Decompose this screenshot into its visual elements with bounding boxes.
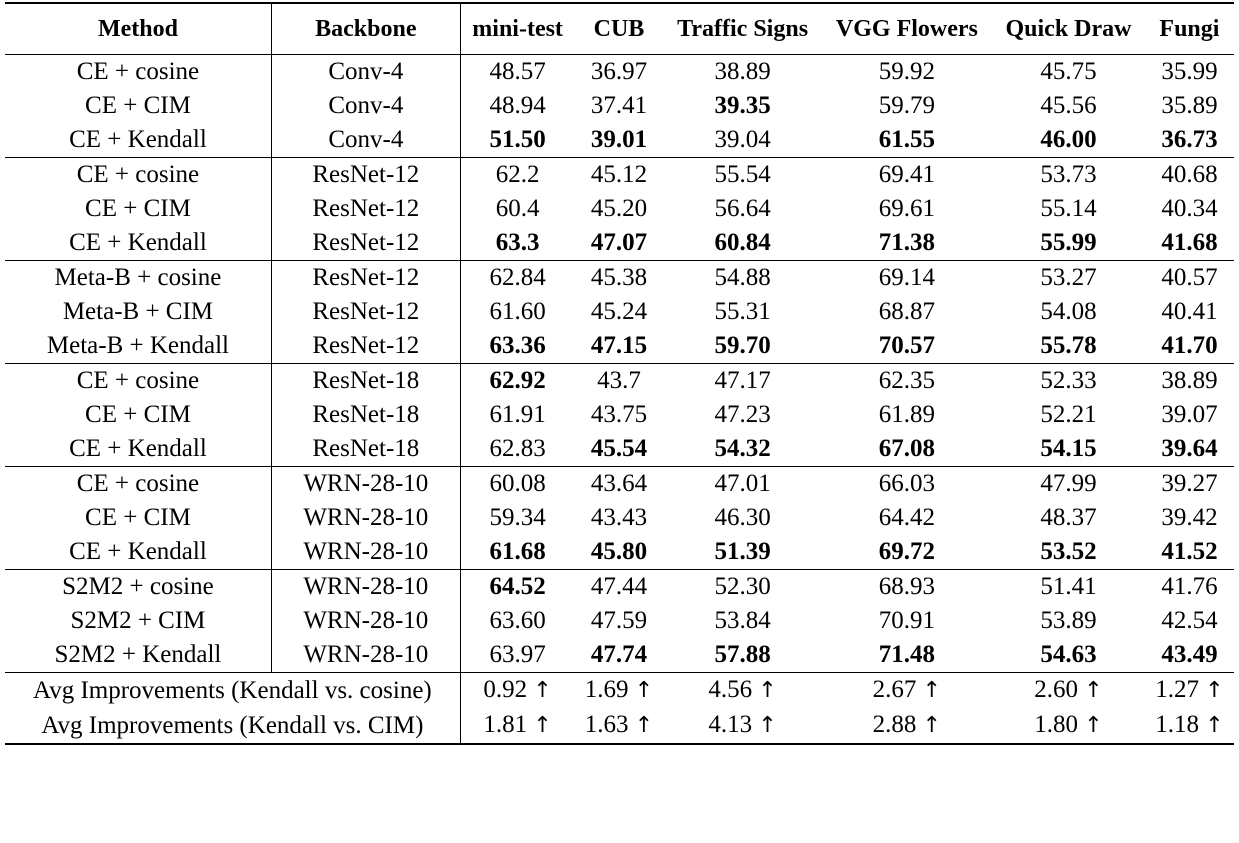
average-value-cell: [822, 673, 992, 709]
average-value: 0.92: [483, 676, 528, 703]
backbone-cell: ResNet-12: [271, 192, 460, 226]
backbone-cell: WRN-28-10: [271, 467, 460, 502]
value-cell: 53.52: [1040, 538, 1097, 565]
value-cell: 63.36: [489, 332, 546, 359]
average-value-cell: [1145, 708, 1234, 744]
average-value: 1.18: [1155, 711, 1199, 738]
average-value-cell: [1145, 673, 1234, 709]
average-value-cell: [460, 673, 574, 709]
method-cell: CE + cosine: [5, 55, 271, 90]
value-cell: 62.35: [822, 364, 992, 399]
value-cell: 53.73: [992, 158, 1145, 193]
value-cell: 43.64: [574, 467, 663, 502]
value-cell: 48.57: [460, 55, 574, 90]
value-cell: 47.59: [590, 607, 648, 634]
value-cell: 43.7: [574, 364, 663, 399]
table-row: [5, 570, 1234, 605]
value-cell: 40.68: [1145, 158, 1234, 193]
value-cell: 51.50: [489, 126, 546, 153]
value-cell: 70.57: [878, 332, 936, 359]
backbone-cell: ResNet-12: [271, 329, 460, 364]
value-cell: 38.89: [664, 55, 822, 90]
header-dataset: mini-test: [472, 16, 563, 42]
value-cell: 61.68: [489, 538, 546, 565]
value-cell: 46.00: [1040, 126, 1097, 153]
value-cell: 41.68: [1161, 229, 1218, 256]
backbone-cell: WRN-28-10: [271, 535, 460, 570]
value-cell: 51.39: [714, 538, 771, 565]
header-dataset: Quick Draw: [1005, 16, 1132, 42]
header-dataset: Traffic Signs: [677, 16, 809, 42]
average-value-cell: [460, 708, 574, 744]
value-cell: 60.4: [495, 195, 540, 222]
value-cell: 55.54: [664, 158, 822, 193]
value-cell: 48.94: [489, 92, 546, 119]
up-arrow-icon: ↑: [922, 678, 942, 703]
value-cell: 70.91: [878, 607, 936, 634]
value-cell: 39.35: [714, 92, 771, 119]
value-cell: 47.44: [574, 570, 663, 605]
table-row: [5, 398, 1234, 432]
value-cell: 35.89: [1161, 92, 1218, 119]
value-cell: 45.75: [992, 55, 1145, 90]
table-body: [5, 55, 1234, 745]
backbone-cell: ResNet-12: [271, 295, 460, 329]
average-value: 1.81: [483, 711, 528, 738]
value-cell: 62.92: [460, 364, 574, 399]
value-cell: 55.78: [1040, 332, 1097, 359]
value-cell: 41.70: [1161, 332, 1218, 359]
value-cell: 45.20: [590, 195, 648, 222]
value-cell: 41.76: [1145, 570, 1234, 605]
value-cell: 42.54: [1161, 607, 1218, 634]
value-cell: 39.07: [1161, 401, 1218, 428]
backbone-cell: Conv-4: [271, 89, 460, 123]
up-arrow-icon: ↑: [533, 678, 552, 703]
value-cell: 55.14: [1040, 195, 1097, 222]
value-cell: 54.63: [1040, 641, 1097, 668]
method-cell: CE + CIM: [5, 398, 271, 432]
value-cell: 60.84: [714, 229, 771, 256]
value-cell: 57.88: [714, 641, 771, 668]
value-cell: 61.55: [878, 126, 936, 153]
method-cell: CE + cosine: [5, 158, 271, 193]
method-cell: Meta-B + cosine: [5, 261, 271, 296]
value-cell: 41.52: [1161, 538, 1218, 565]
value-cell: 56.64: [714, 195, 771, 222]
up-arrow-icon: ↑: [758, 678, 777, 703]
up-arrow-icon: ↑: [634, 678, 654, 703]
value-cell: 52.33: [992, 364, 1145, 399]
value-cell: 62.83: [489, 435, 546, 462]
header-backbone: Backbone: [271, 3, 460, 55]
method-cell: S2M2 + cosine: [5, 570, 271, 605]
average-value: 1.27: [1155, 676, 1199, 703]
table-row: [5, 123, 1234, 158]
value-cell: 43.43: [590, 504, 648, 531]
value-cell: 39.42: [1161, 504, 1218, 531]
backbone-cell: ResNet-18: [271, 364, 460, 399]
table-row: [5, 501, 1234, 535]
value-cell: 64.52: [460, 570, 574, 605]
table-row: [5, 432, 1234, 467]
value-cell: 52.21: [1040, 401, 1097, 428]
backbone-cell: ResNet-12: [271, 226, 460, 261]
value-cell: 68.93: [822, 570, 992, 605]
value-cell: 71.38: [878, 229, 936, 256]
header-dataset: Fungi: [1159, 16, 1220, 42]
value-cell: 47.15: [590, 332, 648, 359]
value-cell: 68.87: [878, 298, 936, 325]
value-cell: 69.41: [822, 158, 992, 193]
value-cell: 60.08: [460, 467, 574, 502]
method-cell: CE + Kendall: [5, 535, 271, 570]
value-cell: 47.17: [664, 364, 822, 399]
method-cell: CE + cosine: [5, 467, 271, 502]
backbone-cell: ResNet-18: [271, 398, 460, 432]
value-cell: 53.84: [714, 607, 771, 634]
value-cell: 45.56: [1040, 92, 1097, 119]
average-value: 4.13: [708, 711, 753, 738]
backbone-cell: ResNet-12: [271, 158, 460, 193]
value-cell: 59.79: [878, 92, 936, 119]
up-arrow-icon: ↑: [922, 713, 942, 738]
value-cell: 69.14: [822, 261, 992, 296]
value-cell: 54.08: [1040, 298, 1097, 325]
value-cell: 54.88: [664, 261, 822, 296]
average-row: [5, 708, 1234, 744]
value-cell: 48.37: [1040, 504, 1097, 531]
value-cell: 45.24: [590, 298, 648, 325]
value-cell: 59.34: [489, 504, 546, 531]
method-cell: CE + Kendall: [5, 226, 271, 261]
value-cell: 52.30: [664, 570, 822, 605]
table-row: [5, 329, 1234, 364]
value-cell: 47.99: [992, 467, 1145, 502]
table-row: [5, 535, 1234, 570]
method-cell: CE + Kendall: [5, 432, 271, 467]
value-cell: 62.84: [460, 261, 574, 296]
value-cell: 39.27: [1145, 467, 1234, 502]
backbone-cell: ResNet-12: [271, 261, 460, 296]
method-cell: CE + cosine: [5, 364, 271, 399]
value-cell: 63.60: [489, 607, 546, 634]
method-cell: CE + Kendall: [5, 123, 271, 158]
table-row: [5, 55, 1234, 90]
up-arrow-icon: ↑: [758, 713, 777, 738]
backbone-cell: WRN-28-10: [271, 638, 460, 673]
table-row: [5, 638, 1234, 673]
value-cell: 71.48: [878, 641, 936, 668]
method-cell: S2M2 + CIM: [5, 604, 271, 638]
value-cell: 63.3: [495, 229, 540, 256]
average-value: 4.56: [708, 676, 753, 703]
average-row: [5, 673, 1234, 709]
value-cell: 54.32: [714, 435, 771, 462]
table-row: [5, 89, 1234, 123]
value-cell: 61.60: [489, 298, 546, 325]
average-value: 2.67: [872, 676, 917, 703]
header-dataset: CUB: [593, 16, 645, 42]
average-value: 2.88: [872, 711, 917, 738]
value-cell: 46.30: [714, 504, 771, 531]
value-cell: 35.99: [1145, 55, 1234, 90]
up-arrow-icon: ↑: [1205, 678, 1224, 703]
average-value-cell: [574, 673, 663, 709]
value-cell: 37.41: [590, 92, 648, 119]
backbone-cell: Conv-4: [271, 55, 460, 90]
value-cell: 53.27: [992, 261, 1145, 296]
value-cell: 64.42: [878, 504, 936, 531]
value-cell: 66.03: [822, 467, 992, 502]
header-row: [5, 3, 1234, 55]
method-cell: CE + CIM: [5, 89, 271, 123]
average-label: Avg Improvements (Kendall vs. cosine): [5, 673, 460, 709]
value-cell: 61.89: [878, 401, 936, 428]
method-cell: CE + CIM: [5, 501, 271, 535]
value-cell: 39.64: [1161, 435, 1218, 462]
value-cell: 62.2: [460, 158, 574, 193]
value-cell: 69.72: [878, 538, 936, 565]
table-row: [5, 295, 1234, 329]
table-row: [5, 467, 1234, 502]
up-arrow-icon: ↑: [533, 713, 552, 738]
average-value: 2.60: [1034, 676, 1079, 703]
results-table: [5, 2, 1234, 745]
backbone-cell: WRN-28-10: [271, 501, 460, 535]
value-cell: 43.75: [590, 401, 648, 428]
table-row: [5, 261, 1234, 296]
up-arrow-icon: ↑: [1205, 713, 1224, 738]
average-value-cell: [574, 708, 663, 744]
value-cell: 45.54: [590, 435, 648, 462]
average-value-cell: [822, 708, 992, 744]
table-row: [5, 158, 1234, 193]
table-row: [5, 226, 1234, 261]
value-cell: 45.80: [590, 538, 648, 565]
average-value-cell: [992, 708, 1145, 744]
average-value: 1.63: [584, 711, 629, 738]
value-cell: 47.07: [590, 229, 648, 256]
backbone-cell: ResNet-18: [271, 432, 460, 467]
value-cell: 47.74: [590, 641, 648, 668]
value-cell: 39.04: [714, 126, 771, 153]
value-cell: 69.61: [878, 195, 936, 222]
value-cell: 54.15: [1040, 435, 1097, 462]
value-cell: 40.57: [1145, 261, 1234, 296]
value-cell: 59.70: [714, 332, 771, 359]
value-cell: 61.91: [489, 401, 546, 428]
table-row: [5, 192, 1234, 226]
value-cell: 38.89: [1145, 364, 1234, 399]
up-arrow-icon: ↑: [1084, 678, 1103, 703]
value-cell: 43.49: [1161, 641, 1218, 668]
value-cell: 47.23: [714, 401, 771, 428]
backbone-cell: Conv-4: [271, 123, 460, 158]
backbone-cell: WRN-28-10: [271, 604, 460, 638]
method-cell: CE + CIM: [5, 192, 271, 226]
value-cell: 40.41: [1161, 298, 1218, 325]
method-cell: S2M2 + Kendall: [5, 638, 271, 673]
table-row: [5, 364, 1234, 399]
value-cell: 36.73: [1161, 126, 1218, 153]
average-value-cell: [664, 708, 822, 744]
up-arrow-icon: ↑: [634, 713, 654, 738]
header-method: Method: [5, 3, 271, 55]
method-cell: Meta-B + Kendall: [5, 329, 271, 364]
value-cell: 55.99: [1040, 229, 1097, 256]
up-arrow-icon: ↑: [1084, 713, 1103, 738]
value-cell: 47.01: [664, 467, 822, 502]
table-header: [5, 3, 1234, 55]
value-cell: 40.34: [1161, 195, 1218, 222]
header-dataset: VGG Flowers: [835, 16, 978, 42]
average-value: 1.69: [584, 676, 629, 703]
value-cell: 67.08: [878, 435, 936, 462]
value-cell: 53.89: [1040, 607, 1097, 634]
average-value: 1.80: [1034, 711, 1079, 738]
value-cell: 45.38: [574, 261, 663, 296]
average-value-cell: [664, 673, 822, 709]
value-cell: 63.97: [489, 641, 546, 668]
value-cell: 39.01: [590, 126, 648, 153]
backbone-cell: WRN-28-10: [271, 570, 460, 605]
average-value-cell: [992, 673, 1145, 709]
value-cell: 59.92: [822, 55, 992, 90]
value-cell: 36.97: [574, 55, 663, 90]
method-cell: Meta-B + CIM: [5, 295, 271, 329]
average-label: Avg Improvements (Kendall vs. CIM): [5, 708, 460, 744]
value-cell: 51.41: [992, 570, 1145, 605]
value-cell: 45.12: [574, 158, 663, 193]
table-row: [5, 604, 1234, 638]
value-cell: 55.31: [714, 298, 771, 325]
